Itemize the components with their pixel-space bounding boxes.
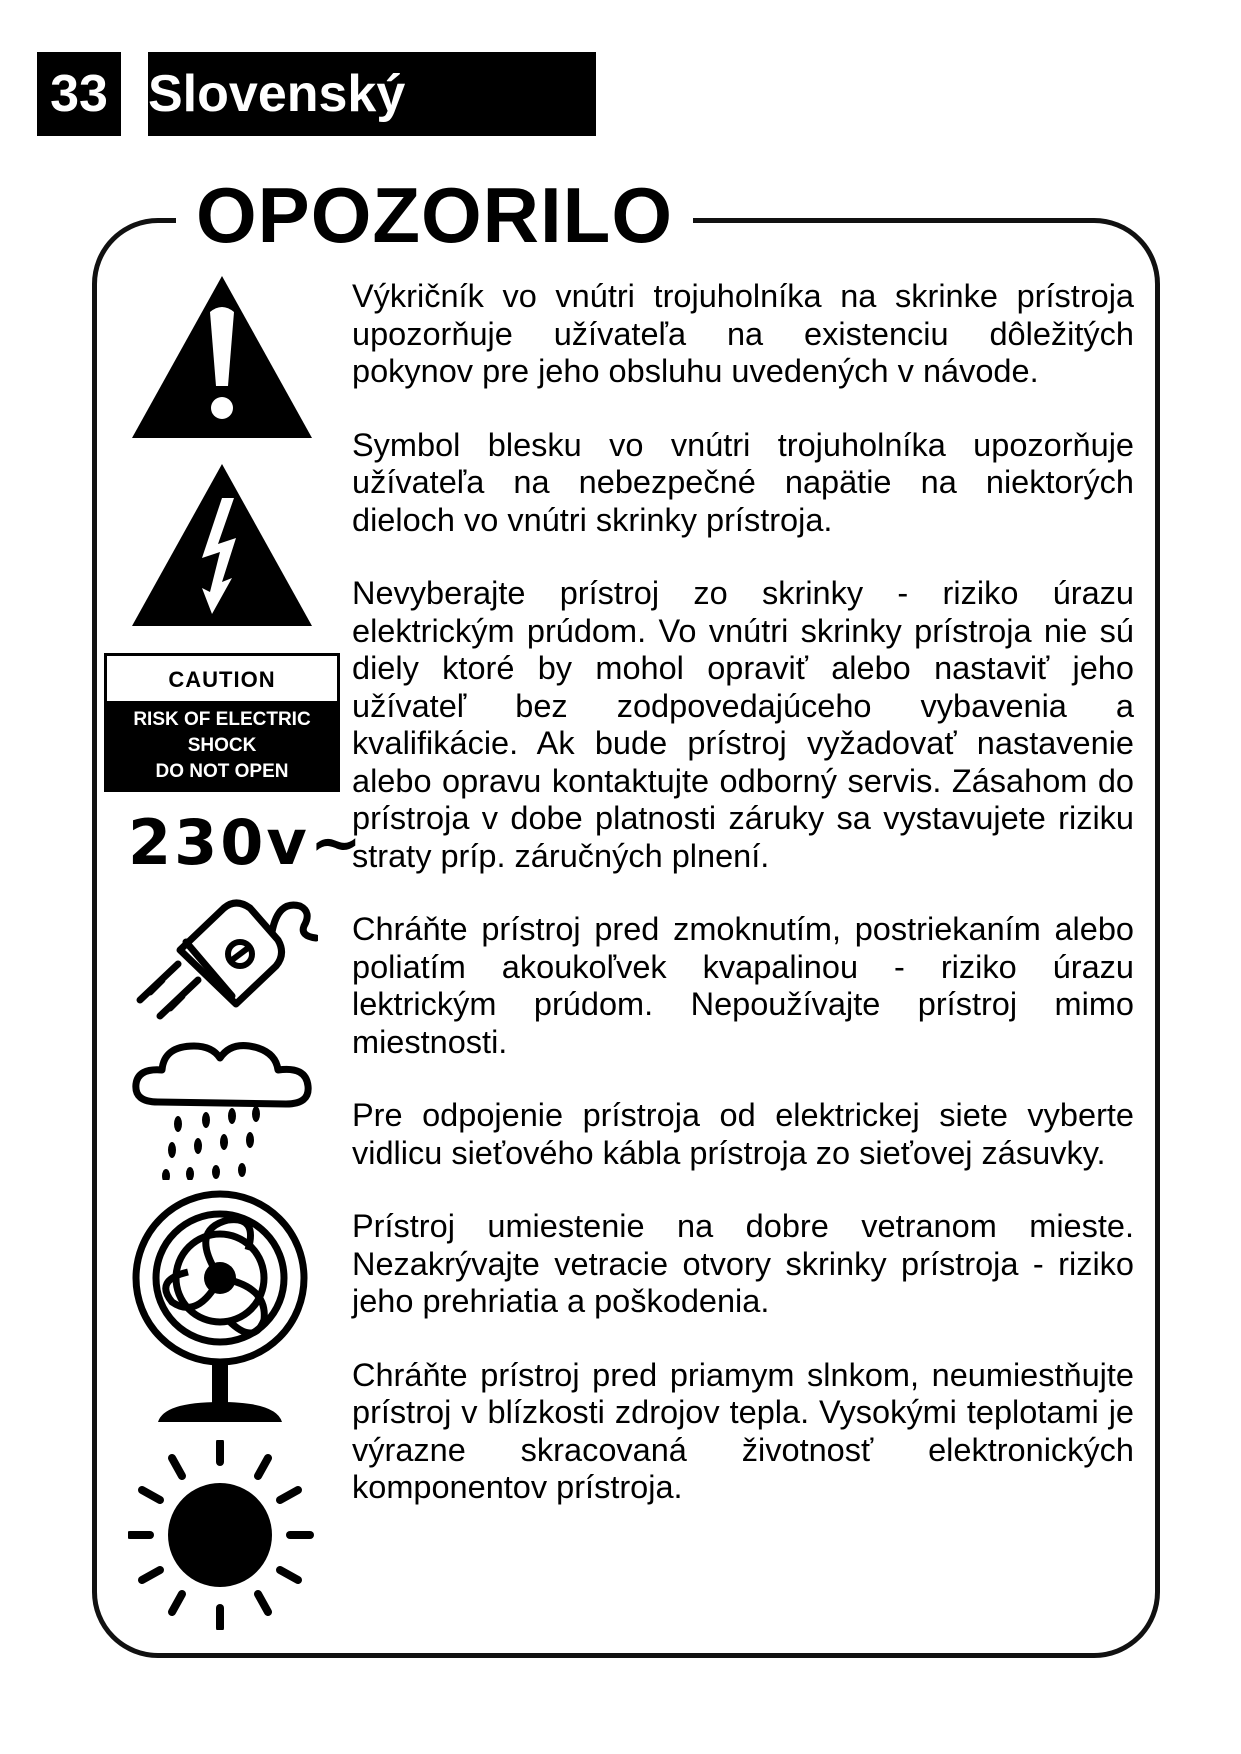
caution-line-3: DO NOT OPEN bbox=[155, 761, 289, 782]
paragraph-ventilation: Prístroj umiestenie na dobre vetranom mieste. Nezakrývajte vetracie otvory skrinky prístroja - riziko jeho prehriatia a poškodenia. bbox=[352, 1208, 1134, 1319]
paragraph-exclamation: Výkričník vo vnútri trojuholníka na skrinke prístroja upozorňuje užívateľa na existenciu dôležitých pokynov pre jeho obsluhu uvedených v návode. bbox=[352, 278, 1134, 389]
page-number: 33 bbox=[37, 52, 121, 136]
caution-line-1: RISK OF ELECTRIC bbox=[133, 709, 311, 730]
paragraph-unplug: Pre odpojenie prístroja od elektrickej siete vyberte vidlicu sieťového kábla prístroja zo sieťovej zásuvky. bbox=[352, 1097, 1134, 1171]
caution-warning bbox=[107, 701, 337, 789]
caution-line-2: SHOCK bbox=[187, 735, 257, 756]
caution-title: CAUTION bbox=[168, 667, 276, 692]
caution-label bbox=[104, 653, 340, 792]
paragraph-caution: Nevyberajte prístroj zo skrinky - riziko úrazu elektrickým prúdom. Vo vnútri skrinky prístroja nie sú diely ktoré by mohol opraviť alebo nastaviť jeho užívateľ bez zodpovedajúceho vybavenia a kvalifikácie. Ak bude prístroj vyžadovať nastavenie alebo opravu kontaktujte odborný servis. Zásahom do prístroja v dobe platnosti záruky sa vystavujete riziku straty príp. záručných plnení. bbox=[352, 575, 1134, 874]
voltage-label: 230v~ bbox=[128, 806, 365, 879]
page-title: OPOZORILO bbox=[176, 168, 693, 262]
paragraph-water: Chráňte prístroj pred zmoknutím, postriekaním alebo poliatím akoukoľvek kvapalinou - riziko úrazu lektrickým prúdom. Nepoužívajte prístroj mimo miestnosti. bbox=[352, 911, 1134, 1060]
lightning-triangle-icon bbox=[130, 462, 314, 628]
exclamation-triangle-icon bbox=[130, 274, 314, 440]
warnings-text bbox=[352, 278, 1134, 1543]
language-header: Slovenský bbox=[148, 52, 596, 136]
paragraph-lightning: Symbol blesku vo vnútri trojuholníka upozorňuje užívateľa na nebezpečné napätie na niektorých dieloch vo vnútri skrinky prístroja. bbox=[352, 426, 1134, 538]
paragraph-heat: Chráňte prístroj pred priamym slnkom, neumiestňujte prístroj v blízkosti zdrojov tepla. Vysokými teplotami je výrazne skracovaná životnosť elektronických komponentov prístroja. bbox=[352, 1356, 1134, 1505]
rain-cloud-icon bbox=[128, 1030, 318, 1180]
fan-icon bbox=[128, 1190, 318, 1422]
plug-no-water-icon bbox=[128, 880, 318, 1020]
sun-icon bbox=[128, 1440, 318, 1630]
